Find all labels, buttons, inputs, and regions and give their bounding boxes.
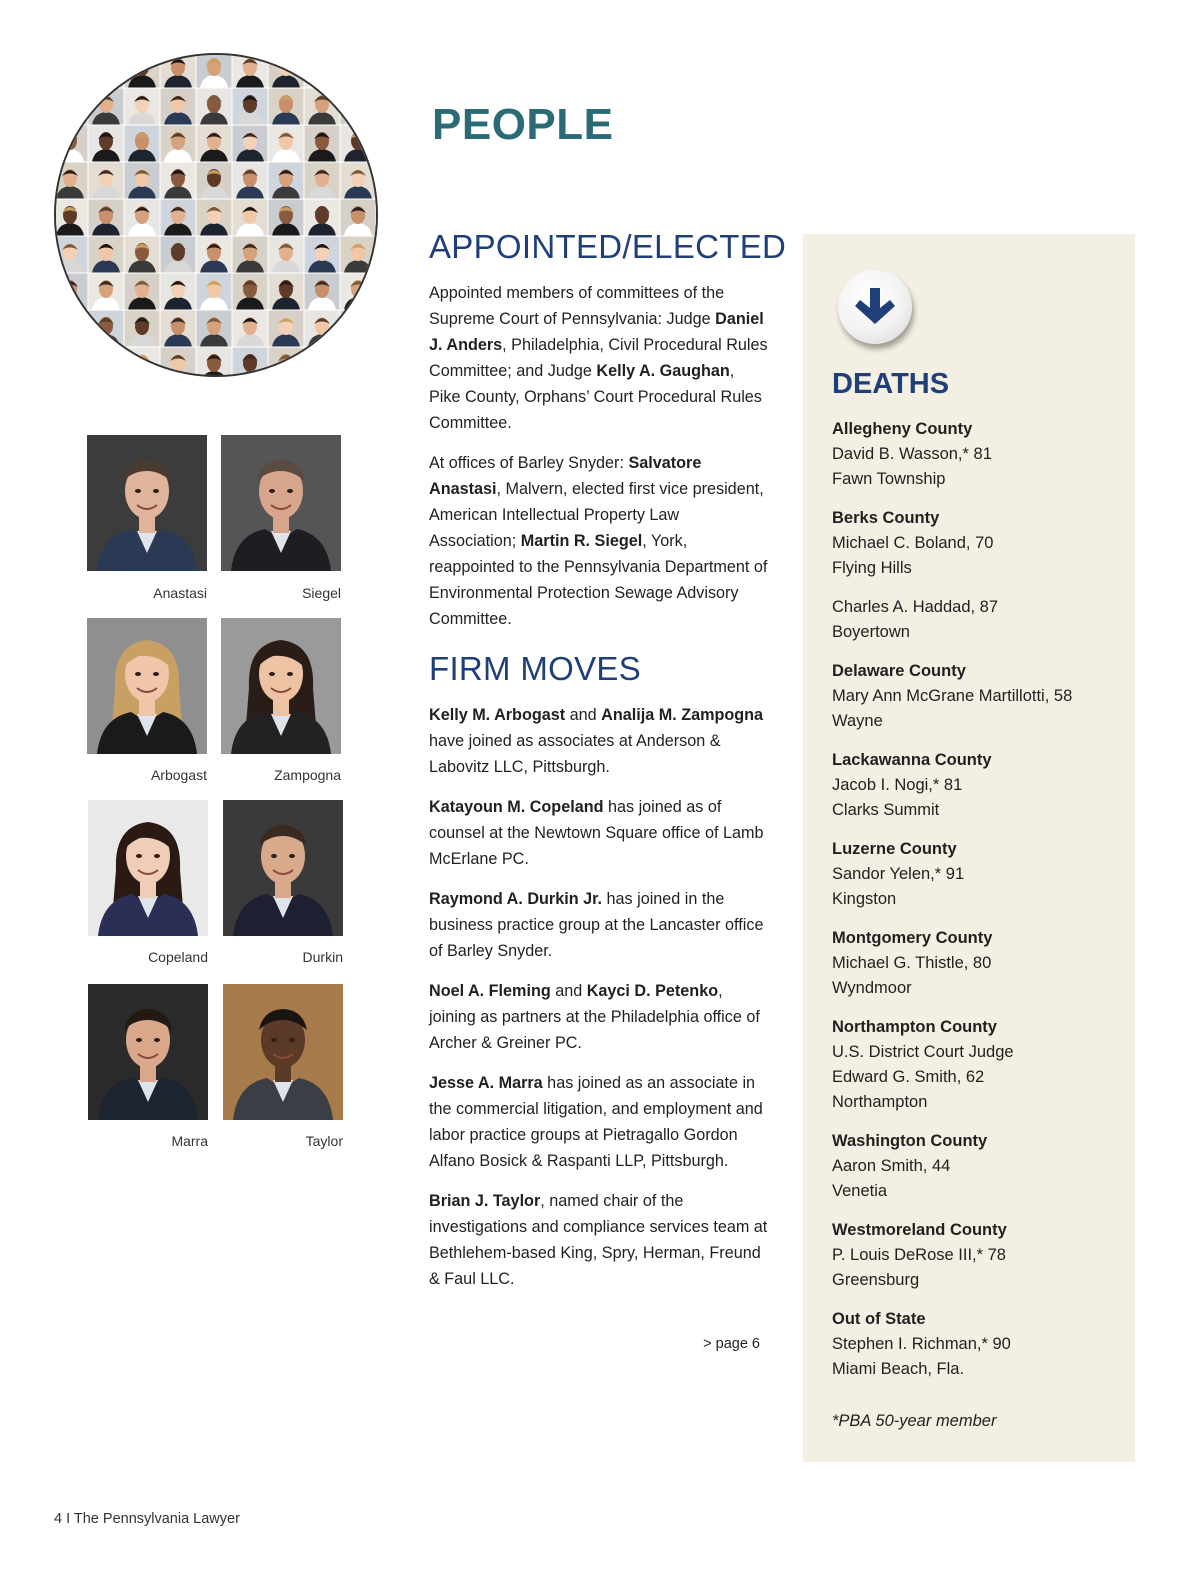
person-name: Jesse A. Marra [429, 1074, 543, 1092]
death-detail: Stephen I. Richman,* 90 [832, 1335, 1011, 1353]
person-name: Brian J. Taylor [429, 1192, 541, 1210]
person-name: Salvatore Anastasi [429, 454, 702, 498]
headshot-photo [221, 435, 341, 571]
death-entry [832, 926, 1122, 1001]
death-detail: Edward G. Smith, 62 [832, 1068, 985, 1086]
death-detail: Wyndmoor [832, 979, 912, 997]
death-detail: U.S. District Court Judge [832, 1043, 1014, 1061]
death-entry [832, 837, 1122, 912]
headshot-caption: Anastasi [153, 585, 207, 601]
death-entry [832, 1015, 1122, 1115]
firm-move-item [429, 1070, 769, 1174]
person-name: Kelly M. Arbogast [429, 706, 566, 724]
page-footer: 4 I The Pennsylvania Lawyer [54, 1511, 240, 1527]
death-entry [832, 1307, 1122, 1382]
headshot-caption: Taylor [305, 1133, 343, 1149]
death-entry [832, 748, 1122, 823]
text-run: and [550, 982, 587, 1000]
death-entry [832, 595, 1122, 645]
firm-move-item [429, 1188, 769, 1292]
death-detail: Clarks Summit [832, 801, 940, 819]
firm-moves-heading: FIRM MOVES [429, 650, 642, 687]
firm-move-item [429, 702, 769, 780]
text-run: , joining as partners at the Philadelphia office of Archer & Greiner PC. [429, 982, 760, 1052]
text-run: , named chair of the investigations and compliance services team at Bethlehem-based King, Spry, Herman, Freund & Faul LLC. [429, 1192, 768, 1288]
page-title: PEOPLE [432, 100, 614, 149]
person-name: Katayoun M. Copeland [429, 798, 604, 816]
county-name: Allegheny County [832, 420, 973, 438]
county-name: Out of State [832, 1310, 926, 1328]
headshot-caption: Copeland [148, 949, 208, 965]
county-name: Washington County [832, 1132, 988, 1150]
death-detail: Wayne [832, 712, 883, 730]
person-name: Kelly A. Gaughan [596, 362, 730, 380]
text-run: has joined as an associate in the commercial litigation, and employment and labor practice groups at Pietragallo Gordon Alfano Bosick & Raspanti LLP, Pittsburgh. [429, 1074, 763, 1170]
appointed-elected-body [429, 280, 769, 646]
firm-move-item [429, 978, 769, 1056]
county-name: Luzerne County [832, 840, 957, 858]
death-detail: Aaron Smith, 44 [832, 1157, 951, 1175]
headshot-photo [221, 618, 341, 754]
county-name: Berks County [832, 509, 940, 527]
text-run: , Philadelphia, Civil Procedural Rules Committee; and Judge [429, 336, 768, 380]
death-entry [832, 506, 1122, 581]
text-run: , York, reappointed to the Pennsylvania Department of Environmental Protection Sewage Advisory Committee. [429, 532, 768, 628]
text-run: , Pike County, Orphans’ Court Procedural Rules Committee. [429, 362, 762, 432]
death-detail: Kingston [832, 890, 897, 908]
headshot-caption: Arbogast [150, 767, 207, 783]
down-arrow-icon [838, 270, 912, 344]
headshot-photo [223, 984, 343, 1120]
deaths-footnote: *PBA 50-year member [832, 1412, 997, 1430]
firm-move-item [429, 886, 769, 964]
text-run: At offices of Barley Snyder: [429, 454, 629, 472]
person-name: Noel A. Fleming [429, 982, 551, 1000]
people-mosaic-image [54, 53, 378, 377]
headshot-photo [88, 984, 208, 1120]
death-entry [832, 1218, 1122, 1293]
death-detail: Sandor Yelen,* 91 [832, 865, 965, 883]
headshot-photo [87, 435, 207, 571]
death-entry [832, 1129, 1122, 1204]
elected-paragraph [429, 450, 769, 632]
person-name: Analija M. Zampogna [601, 706, 764, 724]
death-detail: P. Louis DeRose III,* 78 [832, 1246, 1006, 1264]
text-run: has joined as of counsel at the Newtown Square office of Lamb McErlane PC. [429, 798, 764, 868]
person-name: Martin R. Siegel [520, 532, 643, 550]
firm-moves-body [429, 702, 769, 1306]
person-name: Daniel J. Anders [429, 310, 764, 354]
county-name: Northampton County [832, 1018, 997, 1036]
firm-move-item [429, 794, 769, 872]
death-detail: Fawn Township [832, 470, 946, 488]
person-name: Raymond A. Durkin Jr. [429, 890, 603, 908]
deaths-heading: DEATHS [832, 368, 950, 400]
death-detail: Jacob I. Nogi,* 81 [832, 776, 963, 794]
death-detail: Michael C. Boland, 70 [832, 534, 994, 552]
county-name: Delaware County [832, 662, 966, 680]
death-detail: Miami Beach, Fla. [832, 1360, 965, 1378]
continued-page-link[interactable]: > page 6 [703, 1336, 760, 1352]
text-run: have joined as associates at Anderson & Labovitz LLC, Pittsburgh. [429, 732, 721, 776]
county-name: Montgomery County [832, 929, 993, 947]
county-name: Lackawanna County [832, 751, 992, 769]
headshot-caption: Zampogna [274, 767, 341, 783]
headshot-caption: Marra [171, 1133, 208, 1149]
person-name: Kayci D. Petenko [586, 982, 719, 1000]
death-detail: Mary Ann McGrane Martillotti, 58 [832, 687, 1073, 705]
death-detail: Flying Hills [832, 559, 912, 577]
county-name: Westmoreland County [832, 1221, 1007, 1239]
death-detail: Charles A. Haddad, 87 [832, 598, 999, 616]
death-detail: Northampton [832, 1093, 928, 1111]
death-detail: Greensburg [832, 1271, 920, 1289]
headshot-photo [88, 800, 208, 936]
death-entry [832, 659, 1122, 734]
headshot-photo [223, 800, 343, 936]
text-run: , Malvern, elected first vice president, American Intellectual Property Law Association; [429, 480, 764, 550]
headshot-caption: Durkin [302, 949, 343, 965]
headshot-photo [87, 618, 207, 754]
death-entry [832, 417, 1122, 492]
death-detail: Venetia [832, 1182, 888, 1200]
death-detail: Boyertown [832, 623, 910, 641]
death-detail: David B. Wasson,* 81 [832, 445, 992, 463]
text-run: has joined in the business practice group at the Lancaster office of Barley Snyder. [429, 890, 764, 960]
text-run: and [565, 706, 602, 724]
appointed-paragraph [429, 280, 769, 436]
headshot-caption: Siegel [302, 585, 341, 601]
deaths-list [832, 417, 1122, 1396]
appointed-elected-heading: APPOINTED/ELECTED [429, 228, 787, 265]
death-detail: Michael G. Thistle, 80 [832, 954, 992, 972]
text-run: Appointed members of committees of the Supreme Court of Pennsylvania: Judge [429, 284, 725, 328]
